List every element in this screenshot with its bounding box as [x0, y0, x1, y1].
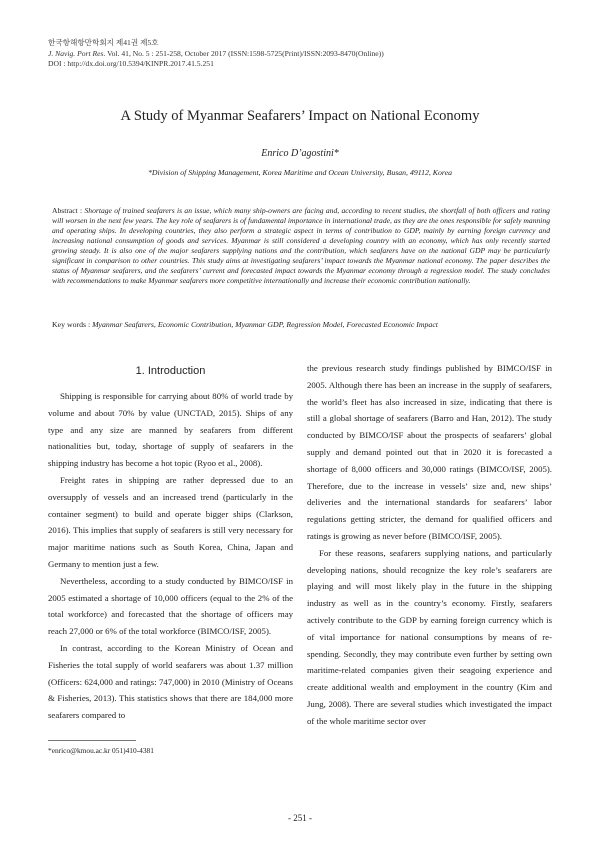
journal-citation — [48, 49, 384, 60]
abstract-text: Shortage of trained seafarers is an issue, which many ship-owners are facing and, according to recent studies, the shortfall of both officers and rating will worsen in the next few years. The key role of seafarers is of fundamental importance in international trade, as they are the ones responsible for safely manning and operating ships. In developing countries, they also perform a strategic aspect in terms of contribution to GDP, mainly by earning foreign currency and increasing national consumption of goods and services. Myanmar is still considered a developing country with an economy, which has only recently started growing steady. It is also one of the major seafarers supplying nations and the contribution, which seafarers have on the national GDP may be particularly significant in comparison to other countries. This study aims at investigating seafarers’ impact towards the Myanmar national economy. The paper describes the status of Myanmar seafarers, and the seafarers’ current and forecasted impact towards the Myanmar economy through a regression model. The study concludes with recommendations to make Myanmar seafarers more competitive internationally and increase their economic contribution nationally. — [52, 206, 550, 286]
doi-link[interactable]: DOI : http://dx.doi.org/10.5394/KINPR.2017.41.5.251 — [48, 59, 214, 68]
paragraph: For these reasons, seafarers supplying nations, and particularly developing nations, should recognize the key role’s seafarers are playing and will most likely play in the future in the shipping industry as well as in the country’s economy. Firstly, seafarers actively contribute to the GDP by earning foreign currency which is of vital importance for national consumptions by means of re-spending. Secondly, they may contribute even further by setting own maritime-related companies given their seagoing experience and create additional wealth and employment in the country (Kim and Jung, 2008). There are several studies which investigated the impact of the whole maritime sector over — [307, 547, 552, 726]
footnote-divider — [48, 740, 136, 741]
keywords-text: Myanmar Seafarers, Economic Contribution, Myanmar GDP, Regression Model, Forecasted Economic Impact — [92, 320, 438, 329]
abstract-label: Abstract : — [52, 206, 85, 215]
paragraph: the previous research study findings published by BIMCO/ISF in 2005. Although there has been an increase in the supply of seafarers, the world’s fleet has also increased in size, indicating that there is still a global shortage of seafarers (Barro and Han, 2012). The study conducted by BIMCO/ISF about the prospects of seafarers’ global supply and demand pointed out that in 2020 it is forecasted a shortage of 8,000 officers and 30,000 ratings (BIMCO/ISF, 2005). Therefore, due to the increase in vessels’ size and, new ships’ deliveries and the international standards for seafarers’ labor regulations getting stricter, the demand for qualified officers and ratings is growing as never before (BIMCO/ISF, 2005). — [307, 363, 552, 541]
author-affiliation: *Division of Shipping Management, Korea Maritime and Ocean University, Busan, 49112, Korea — [148, 168, 452, 177]
footnote-contact: *enrico@kmou.ac.kr 051)410-4381 — [48, 746, 154, 755]
paper-title: A Study of Myanmar Seafarers’ Impact on National Economy — [120, 108, 480, 124]
page-number: - 251 - — [288, 813, 312, 823]
paragraph: Shipping is responsible for carrying about 80% of world trade by volume and about 70% by value (UNCTAD, 2015). Ships of any type and any size are manned by seafarers from different nationalities but, today, shortage of supply of seafarers in the shipping industry has become a hot topic (Ryoo et al., 2008). — [48, 391, 293, 469]
right-column — [307, 360, 552, 730]
keywords — [52, 320, 550, 329]
left-column — [48, 360, 293, 724]
paragraph: Freight rates in shipping are rather depressed due to an oversupply of vessels and an increased trend (particularly in the container segment) to build and operate bigger ships (Clarkson, 2016). This implies that supply of seafarers is still very necessary for major maritime nations such as South Korea, China, Japan and Germany to mention just a few. — [48, 474, 293, 569]
paragraph: Nevertheless, according to a study conducted by BIMCO/ISF in 2005 estimated a shortage of 10,000 officers (equal to the 2% of the total workforce) and forecasted that the shortage of officers may reach 27,000 or 6% of the total workforce (BIMCO/ISF, 2005). — [48, 575, 293, 637]
journal-abbrev: J. Navig. Port Res. — [48, 48, 106, 58]
abstract — [52, 206, 550, 286]
section-heading-introduction: 1. Introduction — [135, 365, 206, 377]
journal-korean-title: 한국항해항만학회지 제41권 제5호 — [48, 38, 159, 47]
journal-header — [48, 38, 384, 70]
keywords-label: Key words : — [52, 320, 93, 329]
citation-details: Vol. 41, No. 5 : 251-258, October 2017 (ISSN:1598-5725(Print)/ISSN:2093-8470(Online)) — [105, 48, 384, 58]
paragraph: In contrast, according to the Korean Ministry of Ocean and Fisheries the total supply of world seafarers was about 1.37 million (Officers: 624,000 and ratings: 747,000) in 2010 (Ministry of Oceans & Fisheries, 2013). This statistics shows that there are 184,000 more seafarers compared to — [48, 642, 293, 721]
author-name: Enrico D’agostini* — [261, 148, 339, 159]
